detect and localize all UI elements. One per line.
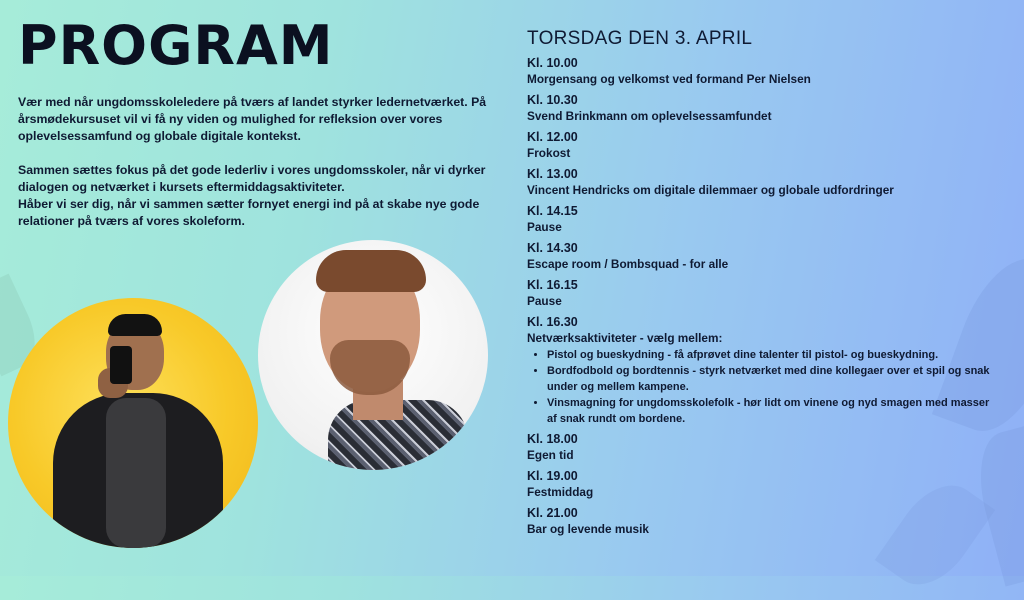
schedule-activity: Egen tid: [527, 448, 574, 462]
schedule-entry: [527, 55, 997, 88]
schedule-activity: Netværksaktiviteter - vælg mellem:: [527, 331, 723, 345]
schedule-list: [527, 55, 997, 542]
schedule-activity: Pause: [527, 220, 562, 234]
speaker-photo-2: [258, 240, 488, 470]
schedule-time: Kl. 18.00: [527, 432, 578, 446]
schedule-time: Kl. 16.15: [527, 278, 578, 292]
hair-shape: [108, 314, 162, 336]
intro-paragraph-2: Sammen sættes fokus på det gode lederliv i vores ungdomsskoler, når vi dyrker dialogen og netværket i kursets eftermiddagsaktiviteter.: [18, 163, 486, 194]
activity-option: • Bordfodbold og bordtennis - styrk netværket med dine kollegaer over et spil og snak under og mellem kampene.: [547, 363, 997, 395]
day-heading: TORSDAG DEN 3. APRIL: [527, 28, 753, 49]
schedule-activity: Festmiddag: [527, 485, 594, 499]
schedule-time: Kl. 10.00: [527, 56, 578, 70]
schedule-time: Kl. 16.30: [527, 315, 578, 329]
intro-paragraph-1: Vær med når ungdomsskoleledere på tværs af landet styrker ledernetværket. På årsmødekursuset vil vi få ny viden og mulighed for refleksion over vores oplevelsessamfund og globale digitale kontekst.: [18, 95, 487, 143]
phone-icon: [110, 346, 132, 384]
schedule-activity: Pause: [527, 294, 562, 308]
schedule-time: Kl. 12.00: [527, 130, 578, 144]
schedule-activity: Escape room / Bombsquad - for alle: [527, 257, 729, 271]
schedule-entry: [527, 166, 997, 199]
shirt-shape: [106, 398, 166, 548]
schedule-entry: [527, 505, 997, 538]
schedule-entry: [527, 468, 997, 501]
schedule-entry: [527, 240, 997, 273]
speaker-photo-1: [8, 298, 258, 548]
intro-text: [18, 94, 488, 230]
schedule-entry: [527, 277, 997, 310]
schedule-entry: [527, 129, 997, 162]
schedule-time: Kl. 19.00: [527, 469, 578, 483]
schedule-activity: Frokost: [527, 146, 571, 160]
schedule-entry: [527, 314, 997, 427]
schedule-entry: [527, 92, 997, 125]
schedule-activity: Svend Brinkmann om oplevelsessamfundet: [527, 109, 772, 123]
schedule-activity: Vincent Hendricks om digitale dilemmaer og globale udfordringer: [527, 183, 894, 197]
hair-shape: [316, 250, 426, 292]
intro-paragraph-3: Håber vi ser dig, når vi sammen sætter fornyet energi ind på at skabe nye gode relationer på tværs af vores skoleform.: [18, 197, 480, 228]
schedule-time: Kl. 21.00: [527, 506, 578, 520]
schedule-activity: Bar og levende musik: [527, 522, 649, 536]
activity-option: • Pistol og bueskydning - få afprøvet dine talenter til pistol- og bueskydning.: [547, 347, 997, 363]
schedule-time: Kl. 14.15: [527, 204, 578, 218]
activity-option: • Vinsmagning for ungdomsskolefolk - hør lidt om vinene og nyd smagen med masser af snak rundt om bordene.: [547, 395, 997, 427]
schedule-activity: Morgensang og velkomst ved formand Per Nielsen: [527, 72, 811, 86]
page-title: PROGRAM: [18, 14, 334, 77]
schedule-time: Kl. 14.30: [527, 241, 578, 255]
schedule-entry: [527, 203, 997, 236]
schedule-time: Kl. 10.30: [527, 93, 578, 107]
schedule-entry: [527, 431, 997, 464]
activity-options: [527, 347, 997, 427]
schedule-time: Kl. 13.00: [527, 167, 578, 181]
